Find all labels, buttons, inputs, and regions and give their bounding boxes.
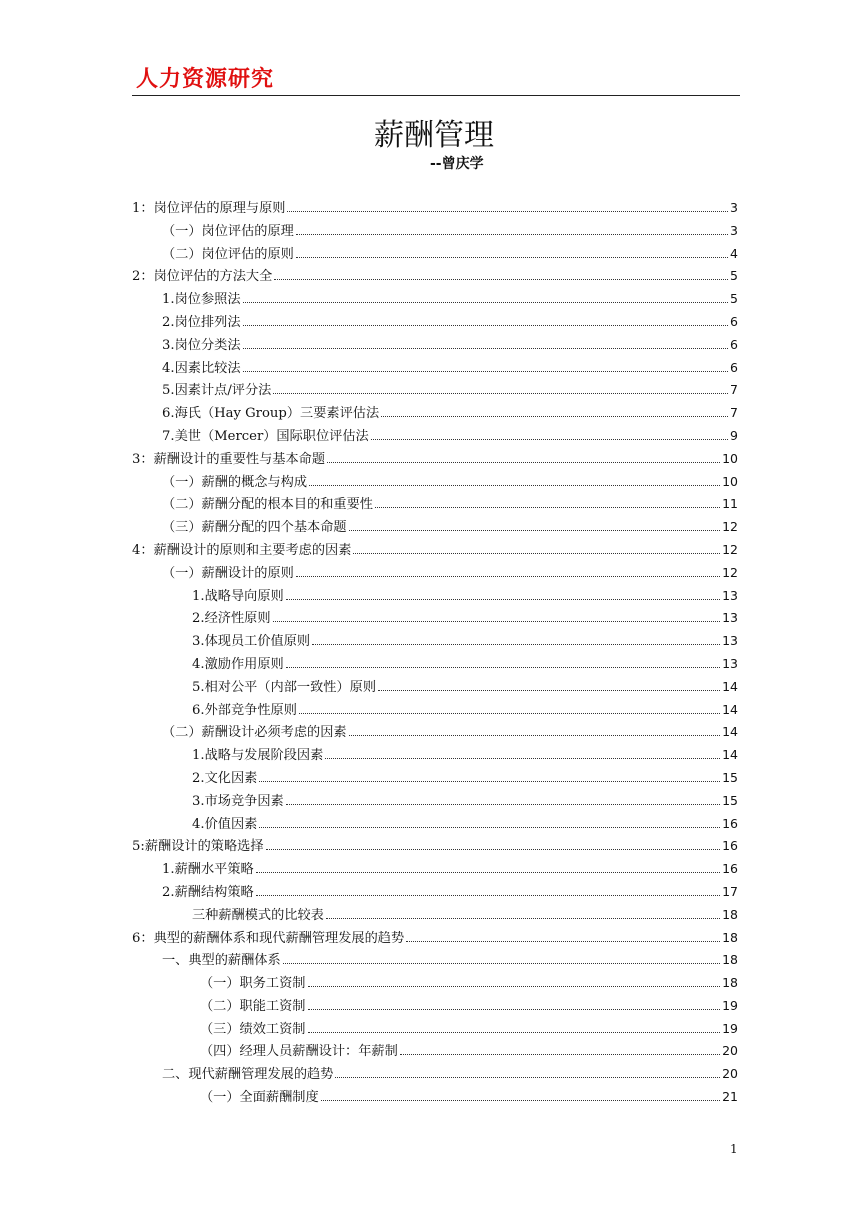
toc-entry[interactable]: [132, 949, 738, 972]
toc-entry-label: 三种薪酬模式的比较表: [192, 907, 324, 923]
toc-entry[interactable]: [132, 995, 738, 1018]
toc-entry[interactable]: [132, 220, 738, 243]
toc-entry[interactable]: [132, 607, 738, 630]
toc-dot-leader: [296, 575, 720, 577]
toc-dot-leader: [406, 940, 720, 942]
toc-entry[interactable]: [132, 311, 738, 334]
toc-entry-page: 15: [722, 769, 738, 785]
toc-dot-leader: [243, 347, 729, 349]
toc-entry-page: 12: [722, 564, 738, 580]
toc-entry[interactable]: [132, 972, 738, 995]
toc-dot-leader: [286, 666, 720, 668]
toc-entry-page: 19: [722, 997, 738, 1013]
toc-dot-leader: [296, 256, 728, 258]
toc-dot-leader: [349, 734, 720, 736]
toc-entry-page: 6: [730, 336, 738, 352]
toc-entry-page: 20: [722, 1043, 738, 1059]
toc-entry-label: 一、典型的薪酬体系: [162, 953, 281, 969]
toc-dot-leader: [309, 484, 720, 486]
toc-entry-page: 5: [730, 291, 738, 307]
toc-dot-leader: [256, 894, 720, 896]
toc-entry[interactable]: [132, 858, 738, 881]
toc-entry-page: 12: [722, 519, 738, 535]
toc-dot-leader: [286, 598, 720, 600]
toc-entry-page: 14: [722, 724, 738, 740]
toc-entry-label: （一）职务工资制: [200, 976, 306, 992]
toc-entry-page: 5: [730, 268, 738, 284]
toc-entry-page: 10: [722, 450, 738, 466]
toc-entry-page: 18: [722, 975, 738, 991]
toc-entry-page: 20: [722, 1066, 738, 1082]
toc-entry-label: 6：典型的薪酬体系和现代薪酬管理发展的趋势: [132, 930, 405, 946]
toc-entry[interactable]: [132, 904, 738, 927]
toc-dot-leader: [308, 985, 721, 987]
toc-dot-leader: [308, 1031, 721, 1033]
toc-entry-page: 18: [722, 906, 738, 922]
toc-dot-leader: [308, 1008, 721, 1010]
toc-entry-page: 12: [722, 541, 738, 557]
toc-entry-label: （一）薪酬的概念与构成: [162, 474, 308, 490]
toc-entry-page: 11: [722, 496, 738, 512]
toc-entry[interactable]: [132, 562, 738, 585]
toc-entry-label: 6.外部竞争性原则: [192, 702, 297, 718]
toc-dot-leader: [259, 826, 720, 828]
toc-entry-page: 16: [722, 861, 738, 877]
toc-entry-label: （一）全面薪酬制度: [200, 1090, 319, 1106]
toc-entry-page: 7: [730, 405, 738, 421]
toc-entry-page: 10: [722, 473, 738, 489]
toc-entry[interactable]: [132, 585, 738, 608]
toc-entry-page: 16: [722, 815, 738, 831]
toc-entry-label: 1.薪酬水平策略: [162, 862, 254, 878]
toc-entry-label: （二）薪酬设计必须考虑的因素: [162, 725, 347, 741]
toc-entry-label: 7.美世（Mercer）国际职位评估法: [162, 428, 369, 444]
toc-entry-label: 1.岗位参照法: [162, 292, 241, 308]
toc-entry[interactable]: [132, 402, 738, 425]
document-author: --曾庆学: [430, 156, 484, 172]
toc-dot-leader: [273, 620, 721, 622]
toc-entry-label: 6.海氏（Hay Group）三要素评估法: [162, 406, 380, 422]
toc-entry-label: 1.战略与发展阶段因素: [192, 748, 324, 764]
toc-entry-label: 5.相对公平（内部一致性）原则: [192, 679, 377, 695]
toc-entry[interactable]: [132, 516, 738, 539]
toc-entry-page: 13: [722, 610, 738, 626]
toc-dot-leader: [286, 803, 720, 805]
toc-dot-leader: [353, 552, 720, 554]
toc-entry[interactable]: [132, 357, 738, 380]
toc-entry[interactable]: [132, 448, 738, 471]
toc-entry-label: （四）经理人员薪酬设计：年薪制: [200, 1044, 398, 1060]
toc-entry-label: （三）绩效工资制: [200, 1021, 306, 1037]
toc-entry[interactable]: [132, 539, 738, 562]
toc-dot-leader: [321, 1099, 720, 1101]
toc-dot-leader: [243, 324, 729, 326]
toc-entry-page: 21: [722, 1089, 738, 1105]
toc-entry-page: 6: [730, 359, 738, 375]
toc-entry-page: 14: [722, 701, 738, 717]
toc-entry[interactable]: [132, 744, 738, 767]
toc-entry[interactable]: [132, 197, 738, 220]
header-divider: [132, 95, 740, 96]
toc-dot-leader: [375, 506, 720, 508]
toc-dot-leader: [312, 643, 720, 645]
toc-entry-page: 13: [722, 655, 738, 671]
toc-entry[interactable]: [132, 653, 738, 676]
toc-entry-label: 4.激励作用原则: [192, 656, 284, 672]
toc-dot-leader: [349, 529, 720, 531]
toc-entry-label: （一）岗位评估的原理: [162, 223, 294, 239]
toc-entry-label: 1：岗位评估的原理与原则: [132, 201, 286, 216]
toc-dot-leader: [327, 461, 720, 463]
toc-entry-label: 5:薪酬设计的策略选择: [132, 839, 264, 855]
toc-dot-leader: [283, 962, 720, 964]
toc-entry-label: 1.战略导向原则: [192, 588, 284, 604]
toc-entry[interactable]: [132, 927, 738, 950]
toc-entry[interactable]: [132, 288, 738, 311]
toc-entry-page: 13: [722, 587, 738, 603]
toc-dot-leader: [381, 415, 728, 417]
toc-entry-page: 17: [722, 883, 738, 899]
toc-dot-leader: [259, 780, 720, 782]
toc-entry-label: 2.经济性原则: [192, 611, 271, 627]
toc-entry-page: 14: [722, 678, 738, 694]
toc-entry[interactable]: [132, 767, 738, 790]
toc-entry-label: 3.岗位分类法: [162, 337, 241, 353]
toc-dot-leader: [335, 1076, 720, 1078]
toc-entry-label: （一）薪酬设计的原则: [162, 565, 294, 581]
toc-entry-page: 4: [730, 245, 738, 261]
toc-entry[interactable]: [132, 790, 738, 813]
toc-entry[interactable]: [132, 471, 738, 494]
toc-entry[interactable]: [132, 1063, 738, 1086]
toc-entry-label: 2.岗位排列法: [162, 314, 241, 330]
toc-entry[interactable]: [132, 243, 738, 266]
toc-entry-page: 9: [730, 427, 738, 443]
toc-entry[interactable]: [132, 425, 738, 448]
toc-entry-label: 二、现代薪酬管理发展的趋势: [162, 1067, 334, 1083]
toc-entry-page: 13: [722, 633, 738, 649]
toc-dot-leader: [287, 210, 728, 212]
header-logo: 人力资源研究: [136, 67, 275, 92]
document-title: 薪酬管理: [374, 118, 494, 153]
toc-dot-leader: [274, 278, 728, 280]
toc-entry-page: 16: [722, 838, 738, 854]
toc-entry[interactable]: [132, 1018, 738, 1041]
toc-dot-leader: [326, 917, 720, 919]
toc-entry-page: 3: [730, 200, 738, 215]
toc-entry-label: （三）薪酬分配的四个基本命题: [162, 520, 347, 536]
page-number: 1: [730, 1142, 738, 1156]
toc-entry-page: 18: [722, 952, 738, 968]
toc-dot-leader: [296, 233, 728, 235]
toc-entry-label: 2：岗位评估的方法大全: [132, 269, 273, 285]
toc-dot-leader: [299, 712, 720, 714]
toc-dot-leader: [371, 438, 728, 440]
toc-entry[interactable]: [132, 493, 738, 516]
toc-entry-label: 2.薪酬结构策略: [162, 884, 254, 900]
toc-entry-page: 15: [722, 792, 738, 808]
toc-entry-page: 18: [722, 929, 738, 945]
toc-entry-label: 3.体现员工价值原则: [192, 634, 311, 650]
toc-entry[interactable]: [132, 379, 738, 402]
toc-entry-label: 2.文化因素: [192, 770, 258, 786]
toc-entry[interactable]: [132, 630, 738, 653]
toc-dot-leader: [378, 689, 720, 691]
toc-entry[interactable]: [132, 699, 738, 722]
toc-entry-label: （二）职能工资制: [200, 998, 306, 1014]
toc-dot-leader: [266, 848, 721, 850]
toc-entry-label: 4.因素比较法: [162, 360, 241, 376]
toc-entry-label: 3：薪酬设计的重要性与基本命题: [132, 451, 326, 467]
toc-dot-leader: [256, 871, 720, 873]
toc-dot-leader: [400, 1053, 720, 1055]
toc-entry[interactable]: [132, 835, 738, 858]
toc-dot-leader: [325, 757, 720, 759]
toc-entry-page: 3: [730, 222, 738, 238]
toc-entry-label: 3.市场竞争因素: [192, 793, 284, 809]
toc-entry-page: 6: [730, 313, 738, 329]
toc-entry[interactable]: [132, 813, 738, 836]
table-of-contents: [132, 197, 738, 1109]
toc-dot-leader: [243, 301, 729, 303]
toc-entry-label: （二）岗位评估的原则: [162, 246, 294, 262]
toc-dot-leader: [273, 392, 728, 394]
toc-entry[interactable]: [132, 1040, 738, 1063]
toc-entry-page: 14: [722, 747, 738, 763]
toc-entry[interactable]: [132, 1086, 738, 1109]
toc-entry[interactable]: [132, 265, 738, 288]
toc-entry-label: 5.因素计点/评分法: [162, 383, 272, 399]
toc-entry[interactable]: [132, 721, 738, 744]
toc-entry[interactable]: [132, 676, 738, 699]
toc-entry-label: 4.价值因素: [192, 816, 258, 832]
toc-entry-label: （二）薪酬分配的根本目的和重要性: [162, 497, 373, 513]
toc-entry-page: 19: [722, 1020, 738, 1036]
toc-dot-leader: [243, 370, 729, 372]
toc-entry-page: 7: [730, 382, 738, 398]
toc-entry-label: 4：薪酬设计的原则和主要考虑的因素: [132, 542, 352, 558]
toc-entry[interactable]: [132, 334, 738, 357]
toc-entry[interactable]: [132, 881, 738, 904]
